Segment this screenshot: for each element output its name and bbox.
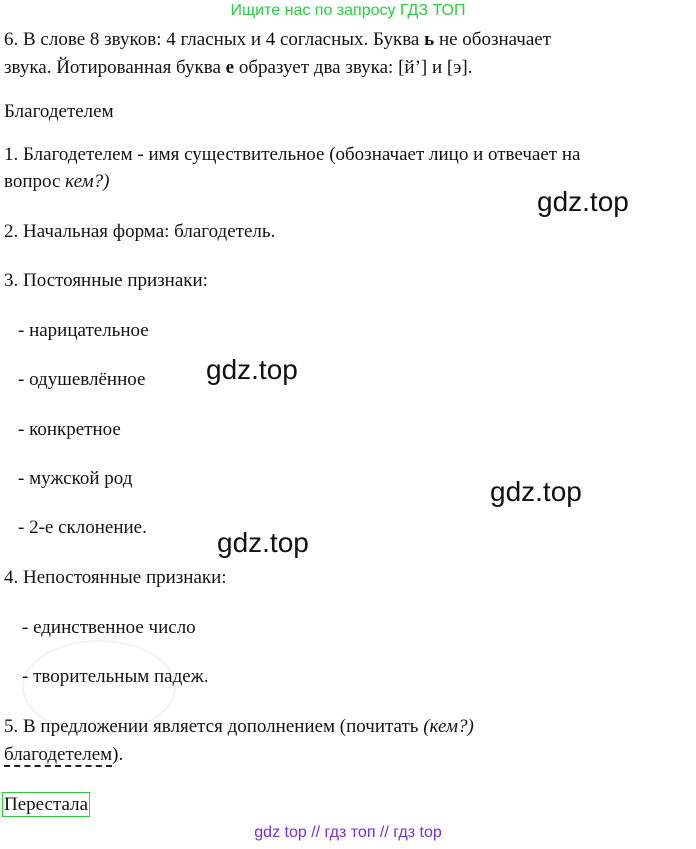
item-2: 2. Начальная форма: благодетель. <box>4 221 276 242</box>
variable-feature-1: - единственное число <box>22 617 196 638</box>
item-1-line-1: 1. Благодетелем - имя существительное (обозначает лицо и отвечает на <box>4 144 581 165</box>
variable-feature-2: - творительным падеж. <box>22 666 209 687</box>
constant-feature-5: - 2-е склонение. <box>18 517 147 538</box>
constant-feature-2: - одушевлённое <box>18 369 146 390</box>
next-word: Перестала <box>4 794 89 815</box>
constant-feature-4: - мужской род <box>18 468 133 489</box>
item-5-line-2: благодетелем). <box>4 744 124 765</box>
watermark-2: gdz.top <box>206 354 298 385</box>
item-1-line-2: вопрос кем?) <box>4 171 110 192</box>
paragraph-6-line-2: звука. Йотированная буква е образует два звука: [й’] и [э]. <box>4 57 473 78</box>
item-4: 4. Непостоянные признаки: <box>4 567 227 588</box>
item-5-line-1: 5. В предложении является дополнением (почитать (кем?) <box>4 716 474 737</box>
top-banner: Ищите нас по запросу ГДЗ ТОП <box>230 2 466 19</box>
paragraph-6-line-1: 6. В слове 8 звуков: 4 гласных и 4 согласных. Буква ь не обозначает <box>4 29 552 50</box>
watermark-4: gdz.top <box>217 527 309 558</box>
watermark-3: gdz.top <box>490 476 582 507</box>
item-3: 3. Постоянные признаки: <box>4 270 208 291</box>
watermark-1: gdz.top <box>537 186 629 217</box>
footer-links: gdz top // гдз топ // гдз top <box>254 824 442 841</box>
word-heading: Благодетелем <box>4 101 114 122</box>
constant-feature-3: - конкретное <box>18 419 121 440</box>
constant-feature-1: - нарицательное <box>18 320 149 341</box>
